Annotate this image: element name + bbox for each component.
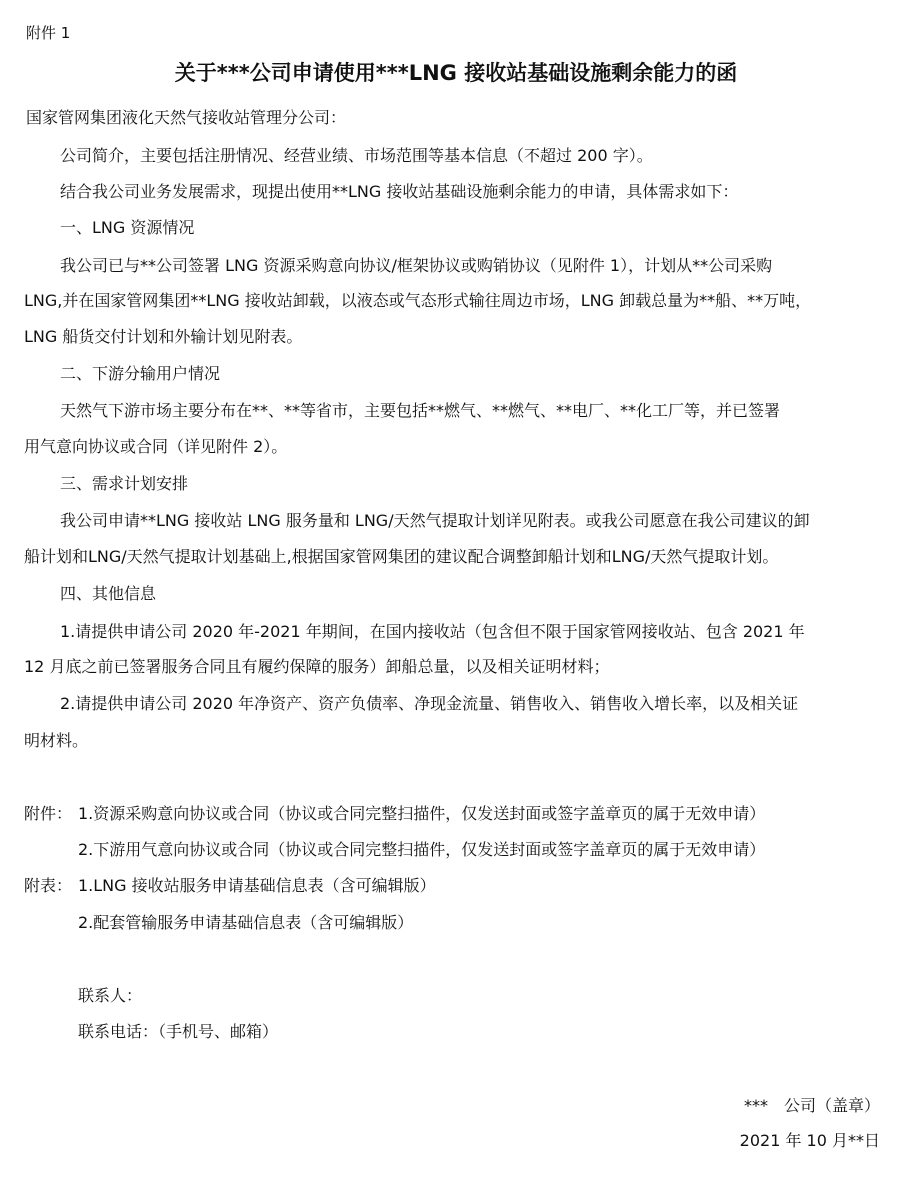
addressee: 国家管网集团液化天然气接收站管理分公司： (26, 108, 347, 127)
section-heading-other-info: 四、其他信息 (60, 584, 157, 603)
section-text-line: LNG 船货交付计划和外输计划见附表。 (24, 327, 303, 346)
signature-company: *** 公司（盖章） (743, 1096, 880, 1115)
section-text-line: 我公司已与**公司签署 LNG 资源采购意向协议/框架协议或购销协议（见附件 1），计划从**公司采购 (60, 256, 773, 275)
section-text-line: 2.请提供申请公司 2020 年净资产、资产负债率、净现金流量、销售收入、销售收入增长率，以及相关证 (60, 694, 799, 713)
attachments-label: 附件： (24, 804, 73, 823)
attachment-number-label: 附件 1 (26, 24, 71, 42)
company-intro: 公司简介，主要包括注册情况、经营业绩、市场范围等基本信息（不超过 200 字）。 (60, 146, 653, 165)
attachment-item: 2.下游用气意向协议或合同（协议或合同完整扫描件，仅发送封面或签字盖章页的属于无效申请） (78, 840, 766, 859)
contact-person-label: 联系人： (78, 986, 143, 1005)
section-heading-downstream-users: 二、下游分输用户情况 (60, 364, 221, 383)
section-text-line: LNG,并在国家管网集团**LNG 接收站卸载，以液态或气态形式输往周边市场，LNG 卸载总量为**船、**万吨， (24, 291, 812, 310)
section-text-line: 1.请提供申请公司 2020 年-2021 年期间，在国内接收站（包含但不限于国家管网接收站、包含 2021 年 (60, 622, 805, 641)
schedule-item: 1.LNG 接收站服务申请基础信息表（含可编辑版） (78, 876, 436, 895)
letter-title: 关于***公司申请使用***LNG 接收站基础设施剩余能力的函 (174, 61, 738, 85)
section-heading-lng-resources: 一、LNG 资源情况 (60, 218, 195, 237)
attachment-item: 1.资源采购意向协议或合同（协议或合同完整扫描件，仅发送封面或签字盖章页的属于无效申请） (78, 804, 766, 823)
contact-phone-label: 联系电话：（手机号、邮箱） (78, 1022, 279, 1041)
section-text-line: 船计划和LNG/天然气提取计划基础上,根据国家管网集团的建议配合调整卸船计划和LNG/天然气提取计划。 (24, 547, 779, 566)
section-text-line: 用气意向协议或合同（详见附件 2）。 (24, 437, 288, 456)
section-text-line: 天然气下游市场主要分布在**、**等省市，主要包括**燃气、**燃气、**电厂、**化工厂等，并已签署 (60, 401, 781, 420)
request-statement: 结合我公司业务发展需求，现提出使用**LNG 接收站基础设施剩余能力的申请，具体需求如下： (60, 182, 739, 201)
section-text-line: 12 月底之前已签署服务合同且有履约保障的服务）卸船总量，以及相关证明材料； (24, 657, 610, 676)
schedule-item: 2.配套管输服务申请基础信息表（含可编辑版） (78, 913, 414, 932)
section-text-line: 我公司申请**LNG 接收站 LNG 服务量和 LNG/天然气提取计划详见附表。或我公司愿意在我公司建议的卸 (60, 511, 810, 530)
signature-date: 2021 年 10 月**日 (739, 1131, 880, 1150)
section-text-line: 明材料。 (24, 731, 89, 750)
section-heading-demand-plan: 三、需求计划安排 (60, 474, 189, 493)
schedules-label: 附表： (24, 876, 73, 895)
